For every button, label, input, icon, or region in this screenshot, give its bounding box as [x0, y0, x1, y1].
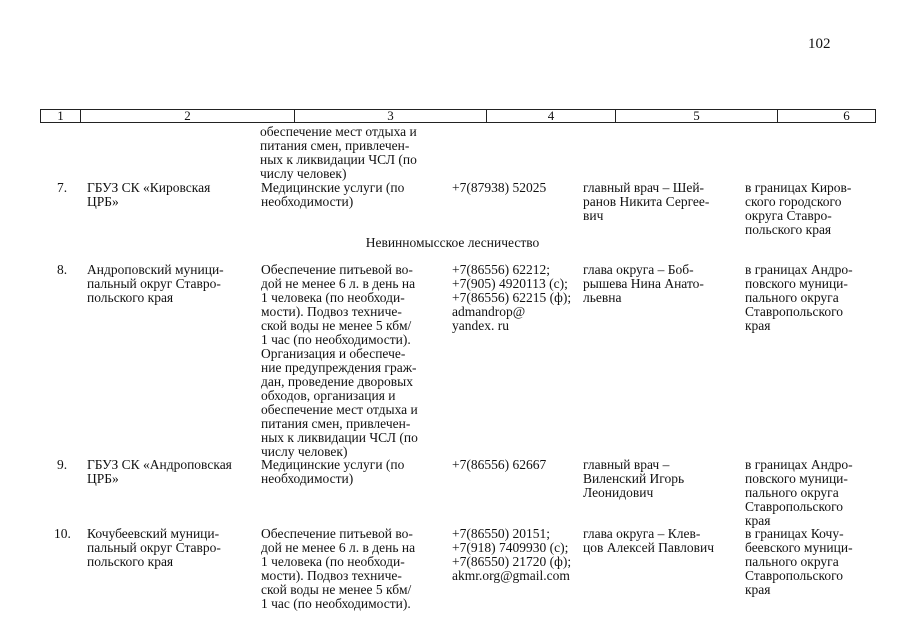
header-col-1: 1 — [41, 109, 81, 123]
area: в границах Андро- повского муници- пального округа Ставропольского края — [745, 262, 853, 333]
head: главный врач – Виленский Игорь Леонидович — [583, 457, 685, 500]
header-col-5: 5 — [616, 109, 778, 123]
area: в границах Андро- повского муници- пального округа Ставропольского края — [745, 457, 853, 528]
head: глава округа – Боб- рышева Нина Анато- льевна — [583, 262, 704, 305]
header-col-2: 2 — [81, 109, 295, 123]
continuation-text: обеспечение мест отдыха и питания смен, привлечен- ных к ликвидации ЧСЛ (по числу человек) — [260, 124, 417, 181]
organization: ГБУЗ СК «Кировская ЦРБ» — [87, 180, 211, 209]
row-number: 7. — [57, 180, 68, 195]
row-number: 10. — [54, 526, 71, 541]
header-col-6: 6 — [843, 108, 850, 123]
service: Медицинские услуги (по необходимости) — [261, 180, 405, 209]
phone: +7(86556) 62667 — [452, 457, 547, 472]
organization: ГБУЗ СК «Андроповская ЦРБ» — [87, 457, 232, 486]
table-header — [40, 109, 876, 123]
organization: Андроповский муници- пальный округ Ставро- польского края — [87, 262, 224, 305]
head: главный врач – Шей- ранов Никита Сергее- вич — [583, 180, 710, 223]
phone: +7(87938) 52025 — [452, 180, 547, 195]
organization: Кочубеевский муници- пальный округ Ставро- польского края — [87, 526, 221, 569]
head: глава округа – Клев- цов Алексей Павлович — [583, 526, 714, 555]
row-number: 8. — [57, 262, 68, 277]
area: в границах Кочу- беевского муници- пального округа Ставропольского края — [745, 526, 853, 597]
page-number: 102 — [808, 36, 831, 52]
header-col-4: 4 — [487, 109, 616, 123]
phone: +7(86550) 20151; +7(918) 7409930 (с); +7(86550) 21720 (ф); akmr.org@gmail.com — [452, 526, 572, 583]
service: Обеспечение питьевой во- дой не менее 6 л. в день на 1 человека (по необходи- мости). Подвоз техниче- ской воды не менее 5 кбм/ 1 час (по необходимости). Организация и обеспече- ние предупреждения граж- дан, проведение дворовых обходов, организация и обеспечение мест отдыха и питания смен, привлечен- ных к ликвидации ЧСЛ (по числу человек) — [261, 262, 418, 459]
phone: +7(86556) 62212; +7(905) 4920113 (с); +7(86556) 62215 (ф); admandrop@ yandex. ru — [452, 262, 572, 333]
header-col-3: 3 — [295, 109, 487, 123]
row-number: 9. — [57, 457, 68, 472]
section-title: Невинномысское лесничество — [365, 235, 540, 250]
service: Медицинские услуги (по необходимости) — [261, 457, 405, 486]
service: Обеспечение питьевой во- дой не менее 6 л. в день на 1 человека (по необходи- мости). Подвоз техниче- ской воды не менее 5 кбм/ 1 час (по необходимости). — [261, 526, 416, 611]
area: в границах Киров- ского городского округа Ставро- польского края — [745, 180, 852, 237]
